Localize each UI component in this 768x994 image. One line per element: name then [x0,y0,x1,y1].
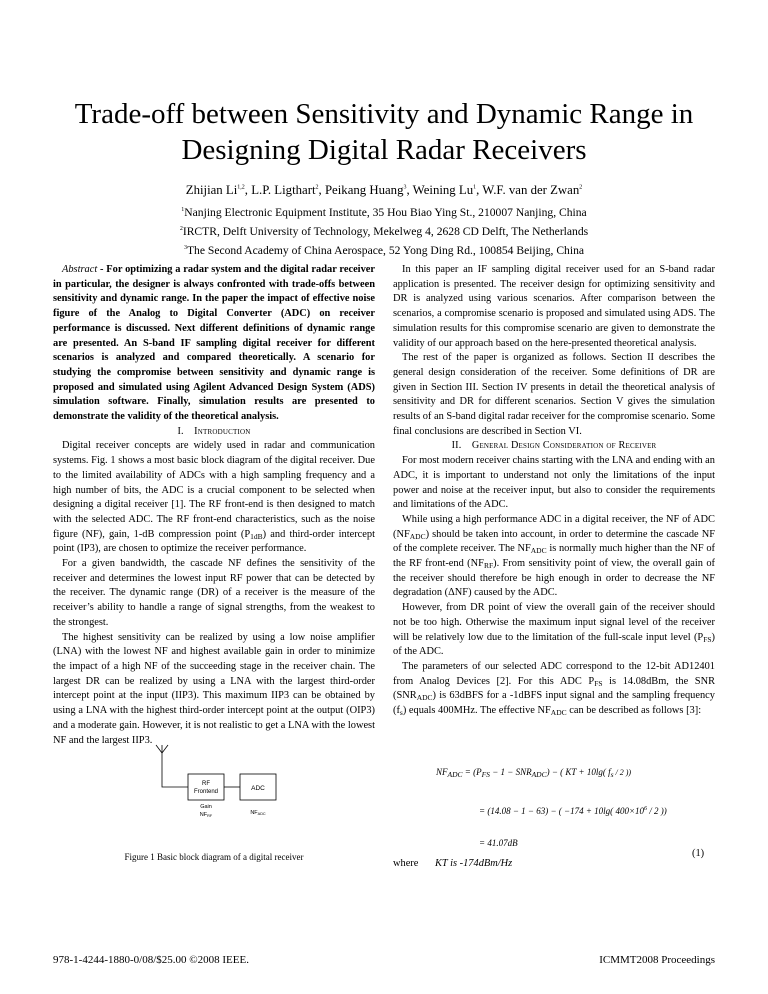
figure-1-diagram [150,742,280,822]
title-line-1: Trade-off between Sensitivity and Dynamic Range in [74,98,694,130]
rf-frontend-block [188,774,224,800]
where-label: where [393,858,419,869]
eq-frac-den: 2 [619,768,624,777]
frontend-label: Frontend [193,789,219,795]
nf-text: NF [199,812,208,818]
nf-sub: RF [207,814,213,818]
paragraph-text: ) is 63dBFS for a -1dBFS input signal and the sampling frequency (f [393,690,715,717]
subscript: ADC [409,531,426,541]
paragraph-text: is 14.08dBm, the SNR (SNR [393,675,715,702]
subscript: ADC [416,693,433,703]
affiliation [40,240,728,259]
rf-label: RF [202,781,210,787]
intro-paragraph-1 [53,439,375,557]
author: W.F. van der Zwan [482,183,580,197]
equation-line-2: = (14.08 − 1 − 63) − ( −174 + 10lg( $400\times 10^6 / 2$ )) [479,806,667,816]
nf-rf-label [200,812,213,818]
affiliation-list [40,202,728,259]
abstract [53,263,375,425]
design-paragraph-3 [393,601,715,660]
adc-label: ADC [251,785,265,792]
paragraph-text: However, from DR point of view the overall gain of the receiver should not be too high. Otherwise the maximum input signal level of the receiver will be relatively low due to the limitation of the full-scale input level (P [393,602,715,643]
author-sup: 3 [403,184,407,191]
paragraph-text: ) should be taken into account, in order to determine the cascade NF of the complete receiver. The NF [393,528,715,555]
paragraph-text: can be described as follows [3]: [566,705,702,717]
author-list: Zhijian Li$^{1,2}$, L.P. Ligthart$^2$, Peikang Huang$^3$, Weining Lu$^1$, W.F. van der Zwan$^2$ [185,183,583,197]
eq-text: − 1 − SNR [489,767,532,777]
antenna-connector [162,768,188,787]
section-heading-design: II. General Design Consideration of Receiver [451,440,657,452]
eq-text: = (14.08 − 1 − 63) − ( −174 + 10lg( [479,806,614,816]
author: Weining Lu [412,183,474,197]
affiliation-text: Nanjing Electronic Equipment Institute, 35 Hou Biao Ying St., 210007 Nanjing, China [184,205,587,219]
gain-label: Gain [200,804,212,810]
author-sup: 2 [579,184,583,191]
right-intro-paragraph-1: In this paper an IF sampling digital receiver used for an S-band radar application is presented. The receiver design for optimizing sensitivity and DR is analyzed using various scenarios. After comparison between the scenarios, a compromise scenario is proposed and simulated using ADS. The simulation results for this compromise scenario are given to demonstrate the validity of our approach based on the here-presented theoretical analysis. [393,264,715,349]
eq-exp: 6 [644,806,648,812]
eq-sub: ADC [531,770,547,779]
figure-1-caption: Figure 1 Basic block diagram of a digital receiver [124,852,304,862]
intro-paragraph-3: The highest sensitivity can be realized by using a low noise amplifier (LNA) with the lowest NF and highest available gain in order to minimize the impact of a high NF of the succeeding stage in the receiver chain. The largest DR can be realized by using a LNA with the largest third-order intercept point at the input (IIP3). This maximum IIP3 can be obtained by using a LNA with the highest third-order intercept point at the output (OIP3) and a moderate gain. However, it is not realistic to get a LNA with the lowest NF and the largest IIP3. [53,631,375,746]
author: Peikang Huang [324,183,404,197]
eq-sub: s [610,770,614,779]
subscript: ADC [550,708,567,718]
equation-number: (1) [692,848,705,859]
paragraph-text: ) and third-order intercept point (IP3), are chosen to optimize the receiver performance. [53,528,375,555]
eq-text: = (P [464,767,482,777]
nf-adc-label [250,810,266,816]
left-column [53,263,375,748]
paper-title [40,96,728,168]
eq-sub: FS [481,770,490,779]
nfadc-sub: ADC [257,812,266,816]
paragraph-text: The parameters of our selected ADC correspond to the 12-bit AD12401 from Analog Devices [2]. For this ADC P [393,660,715,687]
paragraph-text: ) of the ADC. [393,631,715,658]
affiliation-text: The Second Academy of China Aerospace, 52 Yong Ding Rd., 100854 Beijing, China [186,243,585,257]
subscript: RF [483,561,494,571]
nfadc-text: NF [250,810,258,816]
eq-den: 2 [654,806,659,816]
footer-proceedings: ICMMT2008 Proceedings [599,954,715,966]
design-paragraph-2 [393,513,715,601]
right-intro-paragraph-2: The rest of the paper is organized as follows. Section II describes the general design consideration of the receiver. Some definitions of DR are given in Section III. Section IV presents in detail the theoretical analysis of sensitivity and DR for different scenarios. Section V gives the simulation results of an S-band digital radar receiver for the compromise scenario. Some final conclusions are described in Section VI. [393,352,715,437]
affiliation-sup: 3 [183,244,187,251]
equation-line-1 [436,767,631,777]
section-heading-intro: I. Introduction [177,425,251,437]
author-sup: 1,2 [237,184,245,191]
author-sup: 2 [315,184,319,191]
affiliation [40,202,728,221]
where-text: KT is -174dBm/Hz [435,858,513,869]
subscript: ADC [530,546,547,556]
subscript: FS [594,678,603,688]
eq-num: 400×10 [615,806,645,816]
eq-lhs-sub: ADC [447,770,463,779]
right-column [393,263,715,719]
author: L.P. Ligthart [251,183,316,197]
intro-paragraph-2: For a given bandwidth, the cascade NF defines the sensitivity of the receiver and determines the lowest input RF power that can be detected by the receiver. The dynamic range (DR) of a receiver is the measure of the receiver’s ability to handle a range of signal strengths, from the weakest to the strongest. [53,558,375,628]
abstract-lead: Abstract [62,264,98,275]
paragraph-text: ) equals 400MHz. The effective NF [402,705,551,717]
equation-line-3: = 41.07dB [479,838,518,848]
design-paragraph-1: For most modern receiver chains starting with the LNA and ending with an ADC, it is important to understand not only the limitations of the input power and noise at the receiver input, but also to consider the requirements and limitations of the ADC. [393,455,715,511]
affiliation [40,221,728,240]
affiliation-sup: 1 [181,207,185,213]
affiliation-text: IRCTR, Delft University of Technology, Mekelweg 4, 2628 CD Delft, The Netherlands [182,224,589,238]
title-line-2: Designing Digital Radar Receivers [181,134,587,166]
equation-where [393,858,512,869]
paragraph-text: Digital receiver concepts are widely used in radar and communication systems. Fig. 1 shows a most basic block diagram of the digital receiver. Due to the limited availability of ADCs with a high sampling frequency and a high number of bits, the ADC is a crucial component to be selected when designing a digital receiver [1]. The RF front-end is then designed to match with the selected ADC. The RF front-end characteristics, such as the noise figure (NF), gain, 1-dB compression point (P [53,440,375,540]
affiliation-sup: 2 [179,225,183,232]
design-paragraph-4 [393,660,715,719]
eq-lhs: NF [436,767,448,777]
paragraph-text: While using a high performance ADC in a digital receiver, the NF of ADC (NF [393,513,715,540]
eq-frac: / 2 )) [613,768,632,777]
eq-text: ) − ( KT + 10lg( f [546,767,611,777]
author-sup: 1 [473,184,477,191]
abstract-text: - For optimizing a radar system and the digital radar receiver in particular, the designer is always confronted with trade-offs between sensitivity and dynamic range. In the paper the impact of effective noise figure of the Analog to Digital Converter (ADC) on receiver performance is discussed. Next different definitions of dynamic range are presented. An S-band IF sampling digital receiver for different scenarios is analyzed and compared theoretically. A scenario for studying the compromise between sensitivity and dynamic range is proposed and simulated using Agilent Advanced Design System (ADS) simulation software. Finally, simulation results are presented to demonstrate the validity of the theoretical analysis. [53,264,375,423]
author: Zhijian Li [185,183,238,197]
subscript: 1dB [250,531,263,541]
subscript: s [399,708,403,718]
subscript: FS [703,634,712,644]
paragraph-text: is normally much higher than the NF of the RF front-end (NF [393,543,715,570]
antenna-icon [156,745,168,768]
footer-copyright: 978-1-4244-1880-0/08/$25.00 ©2008 IEEE. [53,954,249,966]
paragraph-text: ). From sensitivity point of view, the overall gain of the receiver should therefore be high enough in order to decrease the NF degradation (ΔNF) caused by the ADC. [393,558,715,599]
